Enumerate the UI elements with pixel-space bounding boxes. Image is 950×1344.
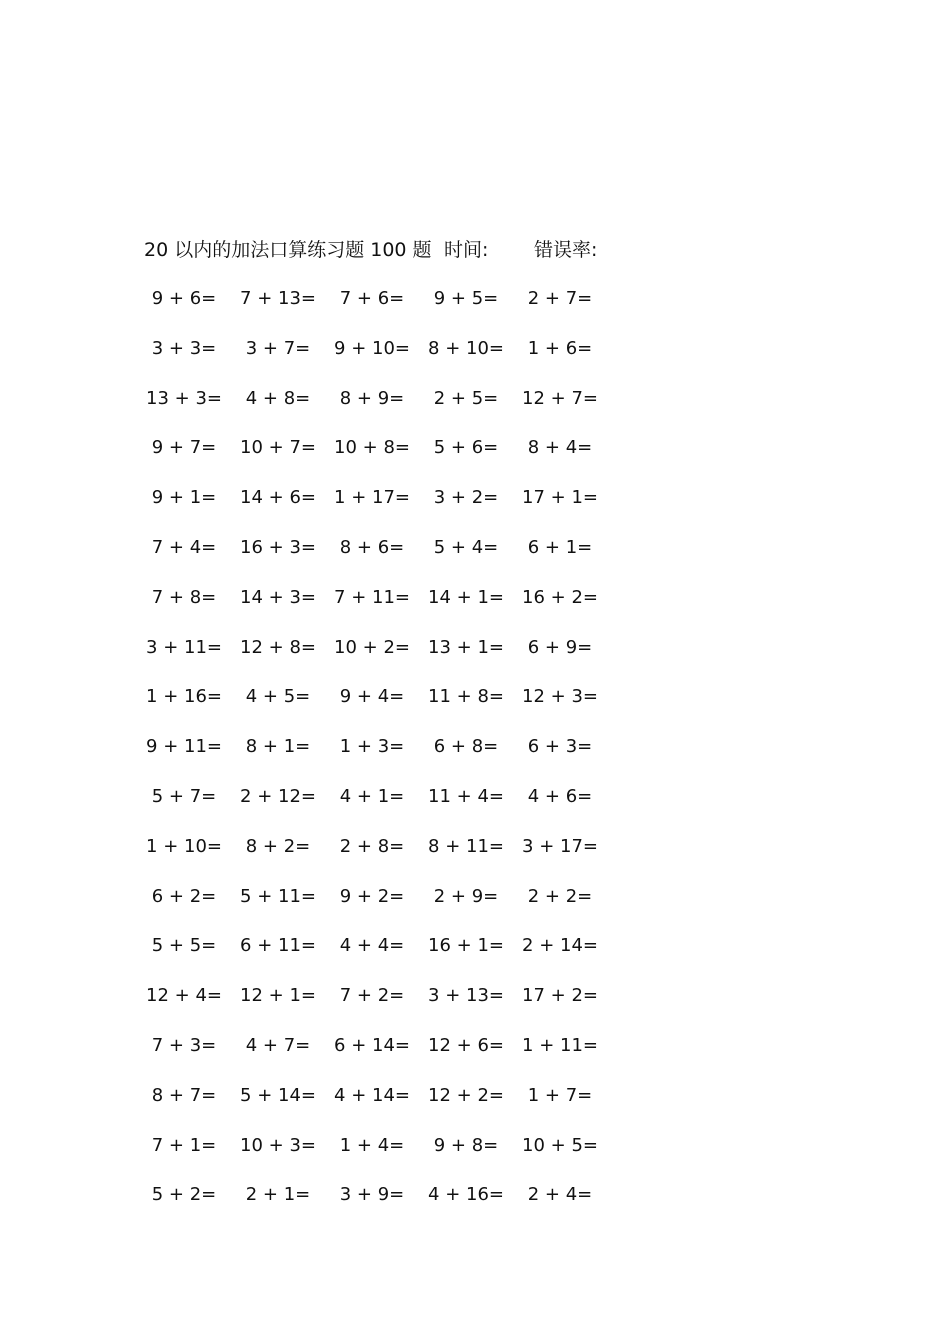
addition-problem: 12 + 6= — [428, 1034, 504, 1056]
addition-problem: 2 + 5= — [433, 387, 499, 409]
problem-row — [144, 1033, 624, 1083]
problem-row — [144, 983, 624, 1033]
addition-problem: 8 + 4= — [527, 437, 593, 459]
addition-problem: 3 + 3= — [151, 337, 217, 359]
addition-problem: 5 + 2= — [151, 1184, 217, 1206]
problem-row — [144, 386, 624, 436]
addition-problem: 9 + 6= — [151, 288, 217, 309]
problem-row — [144, 336, 624, 386]
problem-row — [144, 535, 624, 585]
addition-problem: 17 + 2= — [522, 985, 598, 1007]
addition-problem: 7 + 2= — [339, 985, 405, 1007]
error-rate-label: 错误率: — [534, 239, 598, 261]
addition-problem: 12 + 4= — [146, 985, 222, 1007]
addition-problem: 10 + 5= — [522, 1134, 598, 1156]
problem-row — [144, 884, 624, 934]
addition-problem: 5 + 14= — [240, 1084, 316, 1106]
addition-problem: 12 + 7= — [522, 387, 598, 409]
addition-problem: 1 + 7= — [527, 1084, 593, 1106]
addition-problem: 6 + 11= — [240, 935, 316, 957]
addition-problem: 5 + 4= — [433, 536, 499, 558]
problem-grid — [144, 286, 624, 1232]
addition-problem: 2 + 12= — [240, 785, 316, 807]
addition-problem: 2 + 8= — [339, 835, 405, 857]
addition-problem: 4 + 16= — [428, 1184, 504, 1206]
addition-problem: 9 + 4= — [339, 686, 405, 708]
addition-problem: 6 + 2= — [151, 885, 217, 907]
addition-problem: 4 + 5= — [245, 686, 311, 708]
addition-problem: 6 + 8= — [433, 736, 499, 758]
addition-problem: 14 + 6= — [240, 487, 316, 509]
addition-problem: 3 + 7= — [245, 337, 311, 359]
addition-problem: 9 + 2= — [339, 885, 405, 907]
addition-problem: 16 + 1= — [428, 935, 504, 957]
addition-problem: 1 + 4= — [339, 1134, 405, 1156]
addition-problem: 4 + 1= — [339, 785, 405, 807]
problem-row — [144, 933, 624, 983]
addition-problem: 9 + 7= — [151, 437, 217, 459]
addition-problem: 6 + 3= — [527, 736, 593, 758]
addition-problem: 8 + 6= — [339, 536, 405, 558]
problem-row — [144, 1182, 624, 1232]
addition-problem: 16 + 2= — [522, 586, 598, 608]
addition-problem: 9 + 8= — [433, 1134, 499, 1156]
addition-problem: 9 + 11= — [146, 736, 222, 758]
addition-problem: 9 + 1= — [151, 487, 217, 509]
addition-problem: 11 + 4= — [428, 785, 504, 807]
addition-problem: 3 + 13= — [428, 985, 504, 1007]
addition-problem: 1 + 11= — [522, 1034, 598, 1056]
addition-problem: 16 + 3= — [240, 536, 316, 558]
addition-problem: 4 + 7= — [245, 1034, 311, 1056]
addition-problem: 8 + 1= — [245, 736, 311, 758]
addition-problem: 7 + 13= — [240, 288, 316, 309]
addition-problem: 4 + 4= — [339, 935, 405, 957]
problem-row — [144, 435, 624, 485]
problem-row — [144, 286, 624, 336]
addition-problem: 4 + 6= — [527, 785, 593, 807]
addition-problem: 14 + 1= — [428, 586, 504, 608]
addition-problem: 2 + 9= — [433, 885, 499, 907]
addition-problem: 11 + 8= — [428, 686, 504, 708]
addition-problem: 2 + 2= — [527, 885, 593, 907]
addition-problem: 8 + 7= — [151, 1084, 217, 1106]
addition-problem: 7 + 6= — [339, 288, 405, 309]
addition-problem: 9 + 10= — [334, 337, 410, 359]
addition-problem: 2 + 14= — [522, 935, 598, 957]
time-label: 时间: — [444, 239, 489, 261]
addition-problem: 1 + 10= — [146, 835, 222, 857]
addition-problem: 8 + 2= — [245, 835, 311, 857]
addition-problem: 7 + 4= — [151, 536, 217, 558]
addition-problem: 3 + 17= — [522, 835, 598, 857]
addition-problem: 7 + 1= — [151, 1134, 217, 1156]
addition-problem: 13 + 1= — [428, 636, 504, 658]
addition-problem: 2 + 1= — [245, 1184, 311, 1206]
addition-problem: 12 + 1= — [240, 985, 316, 1007]
addition-problem: 7 + 11= — [334, 586, 410, 608]
addition-problem: 14 + 3= — [240, 586, 316, 608]
addition-problem: 6 + 1= — [527, 536, 593, 558]
addition-problem: 1 + 16= — [146, 686, 222, 708]
problem-row — [144, 635, 624, 685]
addition-problem: 4 + 8= — [245, 387, 311, 409]
addition-problem: 8 + 11= — [428, 835, 504, 857]
problem-row — [144, 1133, 624, 1183]
addition-problem: 8 + 9= — [339, 387, 405, 409]
addition-problem: 9 + 5= — [433, 288, 499, 309]
addition-problem: 4 + 14= — [334, 1084, 410, 1106]
addition-problem: 5 + 11= — [240, 885, 316, 907]
problem-row — [144, 734, 624, 784]
addition-problem: 10 + 8= — [334, 437, 410, 459]
addition-problem: 1 + 17= — [334, 487, 410, 509]
addition-problem: 2 + 4= — [527, 1184, 593, 1206]
addition-problem: 3 + 2= — [433, 487, 499, 509]
addition-problem: 6 + 14= — [334, 1034, 410, 1056]
problem-row — [144, 585, 624, 635]
addition-problem: 12 + 2= — [428, 1084, 504, 1106]
addition-problem: 7 + 3= — [151, 1034, 217, 1056]
addition-problem: 17 + 1= — [522, 487, 598, 509]
addition-problem: 3 + 11= — [146, 636, 222, 658]
addition-problem: 5 + 6= — [433, 437, 499, 459]
problem-row — [144, 1083, 624, 1133]
problem-row — [144, 485, 624, 535]
addition-problem: 10 + 7= — [240, 437, 316, 459]
addition-problem: 10 + 2= — [334, 636, 410, 658]
addition-problem: 13 + 3= — [146, 387, 222, 409]
addition-problem: 12 + 8= — [240, 636, 316, 658]
addition-problem: 1 + 6= — [527, 337, 593, 359]
worksheet-title: 20 以内的加法口算练习题 100 题 — [144, 239, 432, 261]
problem-row — [144, 784, 624, 834]
addition-problem: 5 + 7= — [151, 785, 217, 807]
addition-problem: 8 + 10= — [428, 337, 504, 359]
addition-problem: 1 + 3= — [339, 736, 405, 758]
problem-row — [144, 684, 624, 734]
addition-problem: 12 + 3= — [522, 686, 598, 708]
addition-problem: 5 + 5= — [151, 935, 217, 957]
addition-problem: 10 + 3= — [240, 1134, 316, 1156]
addition-problem: 7 + 8= — [151, 586, 217, 608]
problem-row — [144, 834, 624, 884]
addition-problem: 2 + 7= — [527, 288, 593, 309]
addition-problem: 6 + 9= — [527, 636, 593, 658]
addition-problem: 3 + 9= — [339, 1184, 405, 1206]
